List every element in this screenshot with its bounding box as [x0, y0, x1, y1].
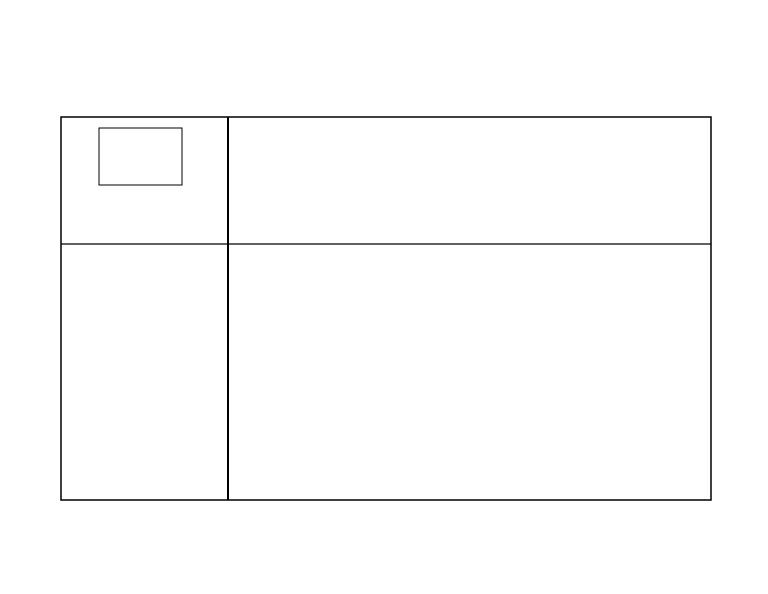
legend-box — [99, 128, 182, 185]
grid-outer-border — [61, 117, 711, 500]
